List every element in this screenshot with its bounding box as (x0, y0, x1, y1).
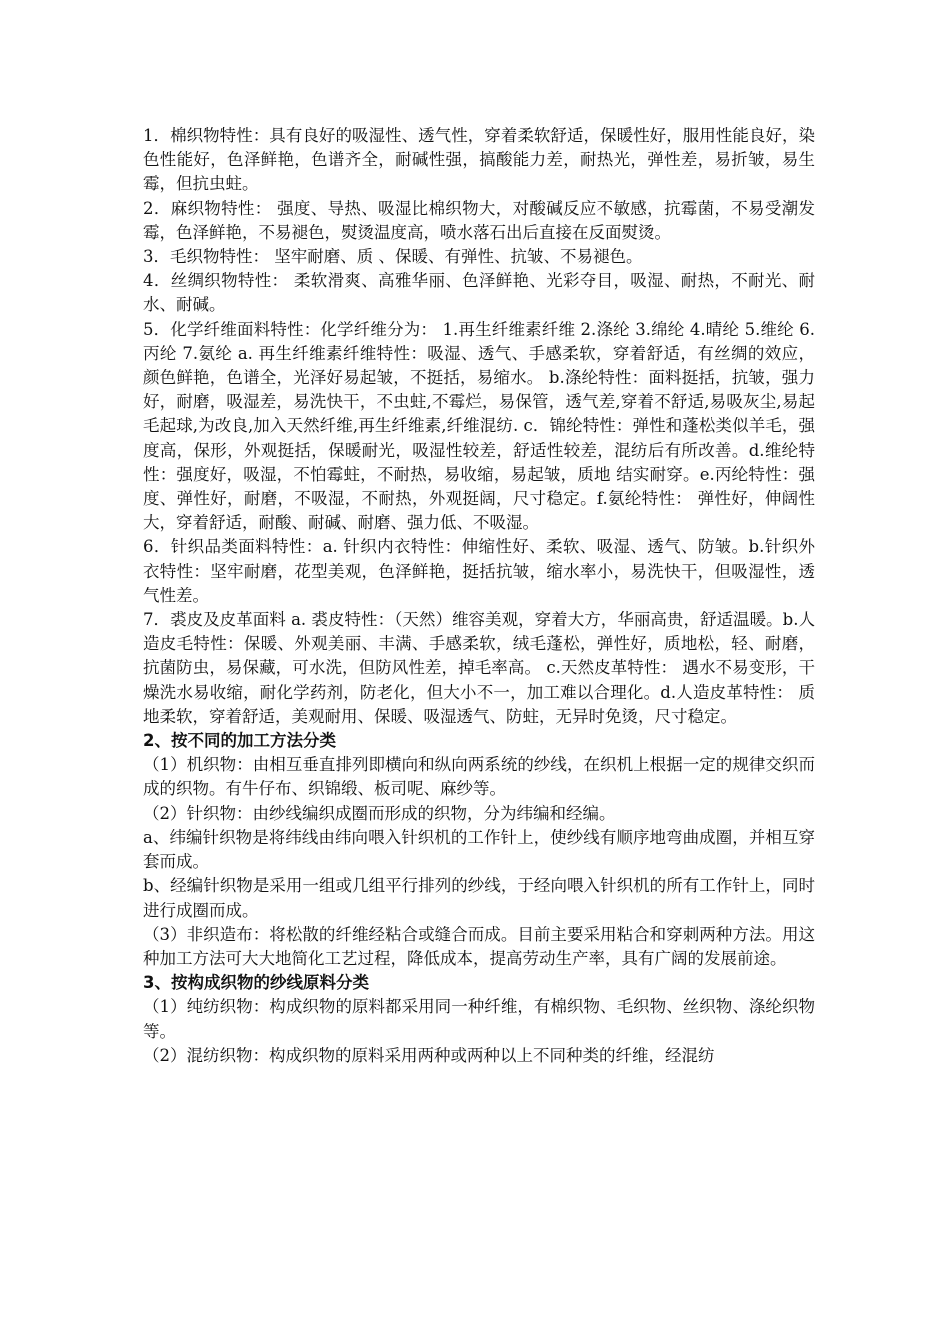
paragraph-knitted: （2）针织物：由纱线编织成圈而形成的织物，分为纬编和经编。 (143, 803, 616, 823)
paragraph-pure-spun: （1）纯纺织物：构成织物的原料都采用同一种纤维，有棉织物、毛织物、丝织物、涤纶织物等。 (143, 997, 815, 1041)
paragraph-warp-knit: b、经编针织物是采用一组或几组平行排列的纱线，于经向喂入针织机的所有工作针上，同时进行成圈而成。 (143, 876, 815, 920)
section-heading-yarn-material: 3、按构成织物的纱线原料分类 (143, 973, 369, 993)
document-body (143, 124, 815, 1068)
paragraph-fur-leather: 7．裘皮及皮革面料 a. 裘皮特性：（天然）维容美观，穿着大方，华丽高贵，舒适温暖。b.人造皮毛特性：保暖、外观美丽、丰满、手感柔软，绒毛蓬松，弹性好，质地松，轻、耐磨，抗菌防虫，易保藏，可水洗，但防风性差，掉毛率高。 c.天然皮革特性： 遇水不易变形，干燥洗水易收缩，耐化学药剂，防老化，但大小不一，加工难以合理化。d.人造皮革特性： 质地柔软，穿着舒适，美观耐用、保暖、吸湿透气、防蛀，无异时免烫，尺寸稳定。 (143, 610, 815, 726)
paragraph-cotton: 1．棉织物特性：具有良好的吸湿性、透气性，穿着柔软舒适，保暖性好，服用性能良好，染色性能好，色泽鲜艳，色谱齐全，耐碱性强，搞酸能力差，耐热光，弹性差，易折皱，易生霉，但抗虫蛀。 (143, 126, 815, 194)
paragraph-chemical-fiber: 5．化学纤维面料特性：化学纤维分为： 1.再生纤维素纤维 2.涤纶 3.绵纶 4.晴纶 5.维纶 6.丙纶 7.氨纶 a. 再生纤维素纤维特性：吸湿、透气、手感柔软，穿着舒适，有丝绸的效应，颜色鲜艳，色谱全，光泽好易起皱，不挺括，易缩水。 b.涤纶特性：面料挺括，抗皱，强力好，耐磨，吸湿差，易洗快干，不虫蛀,不霉烂，易保管，透气差,穿着不舒适,易吸灰尘,易起毛起球,为改良,加入天然纤维,再生纤维素,纤维混纺. c．锦纶特性：弹性和蓬松类似羊毛，强度高，保形，外观挺括，保暖耐光，吸湿性较差，舒适性较差，混纺后有所改善。d.维纶特性：强度好，吸湿，不怕霉蛀，不耐热，易收缩，易起皱，质地 结实耐穿。e.丙纶特性：强度、弹性好，耐磨，不吸湿，不耐热，外观挺阔，尺寸稳定。f.氨纶特性： 弹性好，伸阔性大，穿着舒适，耐酸、耐碱、耐磨、强力低、不吸湿。 (143, 319, 815, 533)
paragraph-linen: 2．麻织物特性： 强度、导热、吸湿比棉织物大，对酸碱反应不敏感，抗霉菌，不易受潮发霉，色泽鲜艳，不易褪色，熨烫温度高，喷水落石出后直接在反面熨烫。 (143, 198, 815, 242)
paragraph-weft-knit: a、纬编针织物是将纬线由纬向喂入针织机的工作针上，使纱线有顺序地弯曲成圈，并相互穿套而成。 (143, 827, 815, 872)
paragraph-woven: （1）机织物：由相互垂直排列即横向和纵向两系统的纱线，在织机上根据一定的规律交织而成的织物。有牛仔布、织锦缎、板司呢、麻纱等。 (143, 755, 815, 799)
paragraph-silk: 4．丝绸织物特性： 柔软滑爽、高雅华丽、色泽鲜艳、光彩夺目，吸湿、耐热，不耐光、耐水、耐碱。 (143, 271, 815, 315)
paragraph-blended: （2）混纺织物：构成织物的原料采用两种或两种以上不同种类的纤维，经混纺 (143, 1045, 715, 1065)
paragraph-wool: 3．毛织物特性： 坚牢耐磨、质 、保暖、有弹性、抗皱、不易褪色。 (143, 247, 643, 267)
section-heading-processing-method: 2、按不同的加工方法分类 (143, 731, 336, 751)
paragraph-knitwear: 6．针织品类面料特性：a. 针织内衣特性：伸缩性好、柔软、吸湿、透气、防皱。b.针织外衣特性：坚牢耐磨，花型美观，色泽鲜艳，挺括抗皱，缩水率小，易洗快干，但吸湿性，透气性差。 (143, 537, 815, 605)
paragraph-nonwoven: （3）非织造布：将松散的纤维经粘合或缝合而成。目前主要采用粘合和穿刺两种方法。用这种加工方法可大大地简化工艺过程，降低成本，提高劳动生产率，具有广阔的发展前途。 (143, 924, 815, 968)
